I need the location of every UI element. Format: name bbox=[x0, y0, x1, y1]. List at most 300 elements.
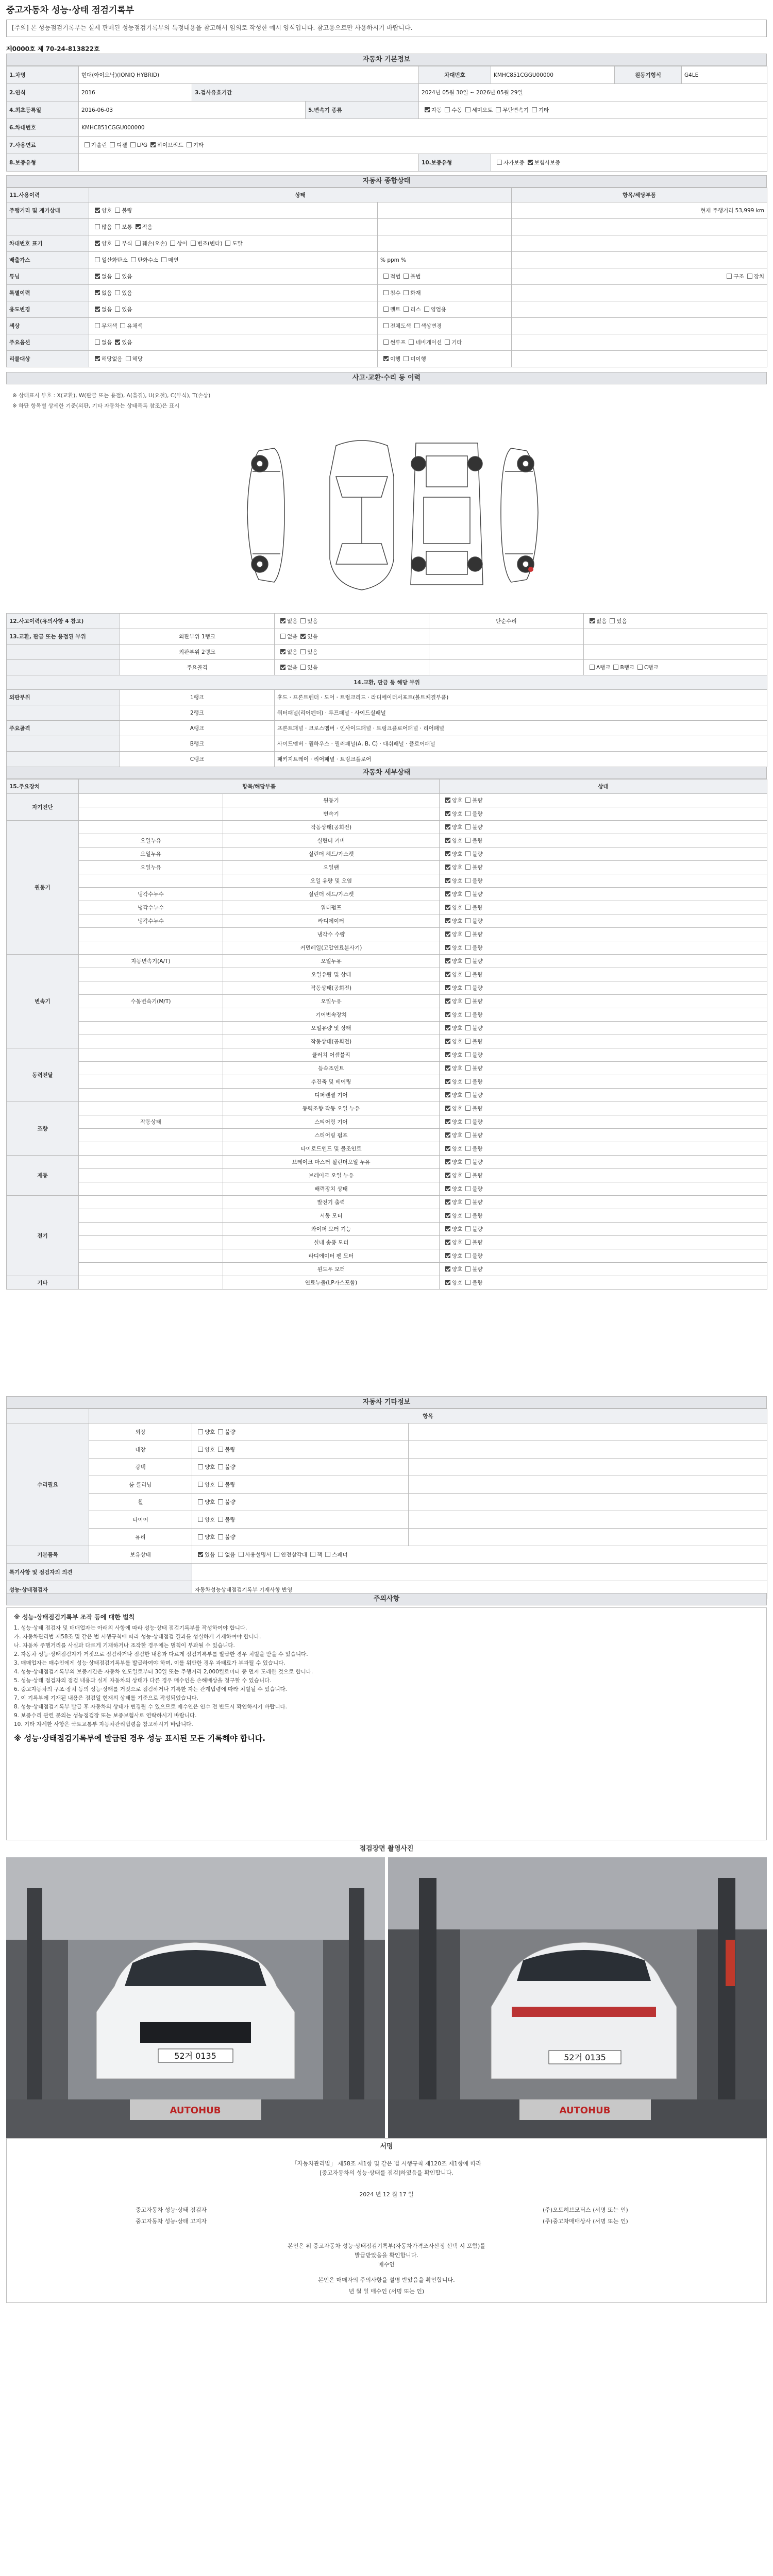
state-ok-checkbox[interactable] bbox=[445, 1213, 450, 1218]
basic-items-options bbox=[192, 1546, 767, 1564]
other-ok-checkbox[interactable] bbox=[198, 1429, 203, 1434]
state-bad-label: 불량 bbox=[472, 1012, 483, 1018]
state-bad-checkbox[interactable] bbox=[465, 891, 470, 896]
accident-2-checkbox[interactable] bbox=[590, 618, 595, 623]
other-ok-checkbox[interactable] bbox=[198, 1447, 203, 1452]
overall-extra-checkbox[interactable] bbox=[409, 340, 414, 345]
damage-marker bbox=[528, 567, 533, 572]
basic-item-label: 사용설명서 bbox=[245, 1552, 272, 1558]
transmission-checkbox[interactable] bbox=[425, 107, 430, 112]
detail-state bbox=[440, 1089, 767, 1102]
accident-label: 없음 bbox=[287, 665, 298, 671]
accident-checkbox[interactable] bbox=[300, 665, 306, 670]
overall-checkbox[interactable] bbox=[95, 224, 100, 229]
overall-checkbox[interactable] bbox=[136, 241, 141, 246]
overall-extra3-checkbox[interactable] bbox=[727, 274, 732, 279]
state-ok-checkbox[interactable] bbox=[445, 972, 450, 977]
overall-checkbox[interactable] bbox=[191, 241, 196, 246]
overall-extra-checkbox[interactable] bbox=[404, 274, 409, 279]
overall-extra-checkbox[interactable] bbox=[414, 323, 419, 328]
state-ok-checkbox[interactable] bbox=[445, 878, 450, 883]
detail-sub-item bbox=[79, 1142, 223, 1156]
state-bad-checkbox[interactable] bbox=[465, 865, 470, 870]
column-header: 항목/해당부품 bbox=[79, 779, 440, 794]
status-options-2 bbox=[584, 645, 767, 660]
table-row bbox=[7, 1459, 767, 1476]
overall-checkbox[interactable] bbox=[95, 356, 100, 361]
sign-date: 2024 년 12 월 17 일 bbox=[359, 2191, 414, 2198]
detail-item: 추진축 및 베어링 bbox=[223, 1075, 440, 1089]
state-ok-checkbox[interactable] bbox=[445, 905, 450, 910]
state-ok-checkbox[interactable] bbox=[445, 998, 450, 1004]
accident-2-checkbox[interactable] bbox=[590, 665, 595, 670]
fuel-checkbox[interactable] bbox=[187, 142, 192, 147]
overall-extra-checkbox[interactable] bbox=[404, 356, 409, 361]
status-options-extra bbox=[378, 268, 512, 285]
accident-label: 있음 bbox=[307, 618, 318, 624]
field-label bbox=[7, 219, 89, 235]
state-bad-checkbox[interactable] bbox=[465, 811, 470, 816]
state-bad-checkbox[interactable] bbox=[465, 1106, 470, 1111]
field-label: 튜닝 bbox=[7, 268, 89, 285]
sign-line-4: 발급받았음을 확인합니다. bbox=[355, 2252, 418, 2259]
overall-extra-checkbox[interactable] bbox=[424, 307, 429, 312]
state-ok-checkbox[interactable] bbox=[445, 931, 450, 937]
table-row bbox=[7, 137, 767, 154]
section-title-detail: 자동차 세부상태 bbox=[6, 767, 767, 779]
detail-sub-item bbox=[79, 968, 223, 981]
state-ok-checkbox[interactable] bbox=[445, 1199, 450, 1205]
basic-item-checkbox[interactable] bbox=[325, 1552, 330, 1557]
state-bad-checkbox[interactable] bbox=[465, 1092, 470, 1097]
other-bad-checkbox[interactable] bbox=[218, 1429, 223, 1434]
other-item: 유리 bbox=[89, 1529, 192, 1546]
transmission-checkbox[interactable] bbox=[445, 107, 450, 112]
state-ok-label: 양호 bbox=[452, 838, 463, 844]
overall-checkbox[interactable] bbox=[115, 208, 120, 213]
table-row bbox=[7, 301, 767, 318]
state-ok-checkbox[interactable] bbox=[445, 945, 450, 950]
overall-checkbox[interactable] bbox=[95, 340, 100, 345]
state-bad-checkbox[interactable] bbox=[465, 798, 470, 803]
fuel-checkbox[interactable] bbox=[110, 142, 115, 147]
state-bad-checkbox[interactable] bbox=[465, 1012, 470, 1017]
status-legend: ※ 상태표시 부호 : X(교환), W(판금 또는 용접), A(흠집), U(요철), C(부식), T(손상) bbox=[12, 393, 211, 399]
table-row bbox=[7, 1182, 767, 1196]
state-ok-checkbox[interactable] bbox=[445, 1253, 450, 1258]
overall-extra-checkbox[interactable] bbox=[383, 274, 389, 279]
parts-group bbox=[7, 705, 120, 721]
detail-state bbox=[440, 821, 767, 834]
state-ok-checkbox[interactable] bbox=[445, 918, 450, 923]
overall-checkbox[interactable] bbox=[136, 224, 141, 229]
accident-checkbox[interactable] bbox=[300, 634, 306, 639]
overall-checkbox[interactable] bbox=[95, 208, 100, 213]
field-label-2 bbox=[429, 629, 584, 645]
state-ok-checkbox[interactable] bbox=[445, 1240, 450, 1245]
state-ok-checkbox[interactable] bbox=[445, 798, 450, 803]
state-ok-label: 양호 bbox=[452, 811, 463, 817]
state-bad-checkbox[interactable] bbox=[465, 1146, 470, 1151]
state-bad-checkbox[interactable] bbox=[465, 1280, 470, 1285]
table-row bbox=[7, 690, 767, 705]
status-options-extra bbox=[378, 318, 512, 334]
status-options-extra bbox=[378, 351, 512, 367]
accident-label: 없음 bbox=[287, 618, 298, 624]
parts-group: 외판부위 bbox=[7, 690, 120, 705]
other-state bbox=[192, 1511, 409, 1529]
other-item: 타이어 bbox=[89, 1511, 192, 1529]
accident-2-checkbox[interactable] bbox=[637, 665, 643, 670]
other-item: 휠 bbox=[89, 1494, 192, 1511]
fuel-checkbox[interactable] bbox=[85, 142, 90, 147]
warranty-label: 보험사보증 bbox=[534, 160, 561, 166]
table-row bbox=[7, 1089, 767, 1102]
status-options bbox=[89, 301, 378, 318]
overall-checkbox[interactable] bbox=[95, 241, 100, 246]
detail-state bbox=[440, 1196, 767, 1209]
fuel-checkbox[interactable] bbox=[130, 142, 136, 147]
state-ok-label: 양호 bbox=[452, 1266, 463, 1273]
state-bad-checkbox[interactable] bbox=[465, 918, 470, 923]
overall-label: 일산화탄소 bbox=[102, 257, 128, 263]
table-row bbox=[7, 1129, 767, 1142]
overall-checkbox[interactable] bbox=[95, 274, 100, 279]
state-bad-checkbox[interactable] bbox=[465, 1025, 470, 1030]
basic-item-checkbox[interactable] bbox=[310, 1552, 315, 1557]
state-bad-label: 불량 bbox=[472, 1266, 483, 1273]
field-value: KMHC851CGGU000000 bbox=[79, 119, 767, 137]
overall-label: 해당없음 bbox=[102, 356, 123, 362]
overall-extra-checkbox[interactable] bbox=[383, 356, 389, 361]
status-options-extra bbox=[378, 202, 512, 219]
basic-item-checkbox[interactable] bbox=[274, 1552, 279, 1557]
table-row bbox=[7, 1276, 767, 1290]
other-bad-checkbox[interactable] bbox=[218, 1517, 223, 1522]
state-ok-checkbox[interactable] bbox=[445, 1065, 450, 1071]
other-note bbox=[409, 1441, 767, 1459]
transmission-checkbox[interactable] bbox=[465, 107, 470, 112]
overall-extra-checkbox[interactable] bbox=[383, 307, 389, 312]
detail-sub-item bbox=[79, 941, 223, 955]
other-bad-checkbox[interactable] bbox=[218, 1447, 223, 1452]
detail-sub-item: 냉각수누수 bbox=[79, 888, 223, 901]
accident-2-checkbox[interactable] bbox=[613, 665, 618, 670]
status-options-extra bbox=[378, 235, 512, 252]
state-bad-checkbox[interactable] bbox=[465, 838, 470, 843]
detail-state bbox=[440, 995, 767, 1008]
detail-group-name: 변속기 bbox=[7, 955, 79, 1048]
status-options-extra bbox=[378, 334, 512, 351]
warranty-checkbox[interactable] bbox=[497, 160, 502, 165]
detail-sub-item bbox=[79, 1249, 223, 1263]
other-ok-checkbox[interactable] bbox=[198, 1534, 203, 1539]
state-ok-label: 양호 bbox=[452, 1213, 463, 1219]
other-state bbox=[192, 1459, 409, 1476]
table-row bbox=[7, 101, 767, 119]
state-bad-checkbox[interactable] bbox=[465, 945, 470, 950]
table-row bbox=[7, 318, 767, 334]
other-ok-checkbox[interactable] bbox=[198, 1517, 203, 1522]
state-bad-checkbox[interactable] bbox=[465, 1065, 470, 1071]
basic-item-checkbox[interactable] bbox=[239, 1552, 244, 1557]
state-bad-checkbox[interactable] bbox=[465, 1173, 470, 1178]
state-bad-checkbox[interactable] bbox=[465, 931, 470, 937]
other-ok-checkbox[interactable] bbox=[198, 1482, 203, 1487]
detail-sub-item bbox=[79, 1129, 223, 1142]
state-ok-checkbox[interactable] bbox=[445, 1012, 450, 1017]
detail-sub-item bbox=[79, 1089, 223, 1102]
state-bad-checkbox[interactable] bbox=[465, 1039, 470, 1044]
detail-sub-item: 냉각수누수 bbox=[79, 901, 223, 914]
accident-2-label: 있음 bbox=[616, 618, 627, 624]
detail-group-name: 자기진단 bbox=[7, 794, 79, 821]
state-ok-checkbox[interactable] bbox=[445, 1025, 450, 1030]
section-title-photos: 점검장면 촬영사진 bbox=[6, 1843, 767, 1856]
accident-checkbox[interactable] bbox=[300, 649, 306, 654]
accident-checkbox[interactable] bbox=[280, 649, 285, 654]
state-ok-label: 양호 bbox=[452, 945, 463, 951]
state-bad-checkbox[interactable] bbox=[465, 824, 470, 829]
accident-checkbox[interactable] bbox=[300, 618, 306, 623]
state-ok-label: 양호 bbox=[452, 1025, 463, 1031]
transmission-checkbox[interactable] bbox=[532, 107, 537, 112]
state-bad-checkbox[interactable] bbox=[465, 905, 470, 910]
state-ok-label: 양호 bbox=[452, 1146, 463, 1152]
overall-checkbox[interactable] bbox=[95, 307, 100, 312]
state-bad-label: 불량 bbox=[472, 1186, 483, 1192]
detail-sub-item bbox=[79, 981, 223, 995]
detail-state bbox=[440, 1075, 767, 1089]
warranty-checkbox[interactable] bbox=[528, 160, 533, 165]
state-bad-label: 불량 bbox=[472, 998, 483, 1005]
overall-checkbox[interactable] bbox=[115, 241, 120, 246]
fuel-checkbox[interactable] bbox=[150, 142, 156, 147]
overall-checkbox[interactable] bbox=[115, 224, 120, 229]
field-label: 2.연식 bbox=[7, 84, 79, 101]
state-bad-checkbox[interactable] bbox=[465, 972, 470, 977]
table-row bbox=[7, 119, 767, 137]
overall-extra-checkbox[interactable] bbox=[383, 323, 389, 328]
overall-label: 많음 bbox=[102, 224, 112, 230]
overall-extra-checkbox[interactable] bbox=[404, 307, 409, 312]
accident-2-label: A랭크 bbox=[596, 665, 611, 671]
other-bad-checkbox[interactable] bbox=[218, 1482, 223, 1487]
overall-extra-checkbox[interactable] bbox=[383, 290, 389, 295]
state-ok-checkbox[interactable] bbox=[445, 1039, 450, 1044]
state-ok-checkbox[interactable] bbox=[445, 1132, 450, 1138]
section-title-basic: 자동차 기본정보 bbox=[6, 54, 767, 66]
state-bad-label: 불량 bbox=[472, 1199, 483, 1206]
parts-group bbox=[7, 736, 120, 752]
section-title-accident: 사고·교환·수리 등 이력 bbox=[6, 372, 767, 384]
sign-title: 서명 bbox=[380, 2143, 393, 2150]
state-ok-checkbox[interactable] bbox=[445, 1106, 450, 1111]
state-ok-label: 양호 bbox=[452, 851, 463, 857]
state-ok-checkbox[interactable] bbox=[445, 838, 450, 843]
overall-extra-label: 화재 bbox=[410, 290, 421, 296]
state-bad-label: 불량 bbox=[472, 1025, 483, 1031]
state-bad-label: 불량 bbox=[472, 1226, 483, 1232]
detail-sub-item bbox=[79, 1102, 223, 1115]
state-bad-checkbox[interactable] bbox=[465, 958, 470, 963]
status-options-extra bbox=[378, 285, 512, 301]
other-bad-label: 불량 bbox=[225, 1429, 236, 1435]
note-line: 2. 자동차 성능·상태점검자가 거짓으로 점검하거나 점검한 내용과 다르게 점검기록부를 발급한 경우 처벌을 받을 수 있습니다. bbox=[14, 1651, 308, 1657]
state-bad-checkbox[interactable] bbox=[465, 985, 470, 990]
detail-item: 스티어링 기어 bbox=[223, 1115, 440, 1129]
state-bad-checkbox[interactable] bbox=[465, 1199, 470, 1205]
overall-extra-checkbox[interactable] bbox=[445, 340, 450, 345]
status-options bbox=[275, 614, 429, 629]
state-ok-checkbox[interactable] bbox=[445, 958, 450, 963]
overall-checkbox[interactable] bbox=[170, 241, 175, 246]
state-bad-checkbox[interactable] bbox=[465, 998, 470, 1004]
state-ok-checkbox[interactable] bbox=[445, 811, 450, 816]
state-bad-checkbox[interactable] bbox=[465, 1159, 470, 1164]
other-bad-checkbox[interactable] bbox=[218, 1534, 223, 1539]
overall-extra-checkbox[interactable] bbox=[383, 340, 389, 345]
transmission-checkbox[interactable] bbox=[496, 107, 501, 112]
state-ok-checkbox[interactable] bbox=[445, 851, 450, 856]
state-bad-checkbox[interactable] bbox=[465, 1052, 470, 1057]
other-ok-checkbox[interactable] bbox=[198, 1464, 203, 1469]
column-header: 항목/해당부품 bbox=[512, 188, 767, 202]
detail-item: 디퍼렌셜 기어 bbox=[223, 1089, 440, 1102]
accident-2-label: C랭크 bbox=[644, 665, 659, 671]
overall-checkbox[interactable] bbox=[120, 323, 125, 328]
fuel-options bbox=[79, 137, 767, 154]
state-ok-checkbox[interactable] bbox=[445, 1266, 450, 1272]
field-label: 특별이력 bbox=[7, 285, 89, 301]
overall-extra-label: 이행 bbox=[390, 356, 401, 362]
state-ok-checkbox[interactable] bbox=[445, 1173, 450, 1178]
state-ok-checkbox[interactable] bbox=[445, 1052, 450, 1057]
state-bad-label: 불량 bbox=[472, 1079, 483, 1085]
overall-checkbox[interactable] bbox=[115, 307, 120, 312]
state-bad-checkbox[interactable] bbox=[465, 1132, 470, 1138]
state-ok-checkbox[interactable] bbox=[445, 1092, 450, 1097]
status-options-extra: % ppm % bbox=[378, 252, 512, 268]
basic-item-checkbox[interactable] bbox=[218, 1552, 223, 1557]
field-label: 12.사고이력(유의사항 4 참고) bbox=[7, 614, 120, 629]
state-ok-checkbox[interactable] bbox=[445, 1146, 450, 1151]
detail-item: 와이퍼 모터 기능 bbox=[223, 1223, 440, 1236]
state-ok-checkbox[interactable] bbox=[445, 1159, 450, 1164]
state-bad-checkbox[interactable] bbox=[465, 851, 470, 856]
state-bad-checkbox[interactable] bbox=[465, 1266, 470, 1272]
state-ok-checkbox[interactable] bbox=[445, 1226, 450, 1231]
notes-lines bbox=[14, 1624, 759, 1729]
state-bad-checkbox[interactable] bbox=[465, 1186, 470, 1191]
overall-checkbox[interactable] bbox=[115, 290, 120, 295]
accident-checkbox[interactable] bbox=[280, 665, 285, 670]
inspection-photo-rear bbox=[388, 1857, 767, 2138]
overall-checkbox[interactable] bbox=[115, 340, 120, 345]
status-options-extra bbox=[378, 301, 512, 318]
table-row bbox=[7, 675, 767, 690]
state-bad-checkbox[interactable] bbox=[465, 1253, 470, 1258]
other-bad-checkbox[interactable] bbox=[218, 1499, 223, 1504]
state-ok-checkbox[interactable] bbox=[445, 824, 450, 829]
detail-item: 브레이크 마스터 실린더오일 누유 bbox=[223, 1156, 440, 1169]
state-bad-checkbox[interactable] bbox=[465, 1226, 470, 1231]
state-ok-checkbox[interactable] bbox=[445, 1119, 450, 1124]
basic-item-checkbox[interactable] bbox=[198, 1552, 203, 1557]
status-options bbox=[89, 318, 378, 334]
parts-group: 주요골격 bbox=[7, 721, 120, 736]
state-ok-label: 양호 bbox=[452, 1173, 463, 1179]
state-ok-checkbox[interactable] bbox=[445, 865, 450, 870]
field-label: 5.변속기 종류 bbox=[306, 101, 419, 119]
state-bad-checkbox[interactable] bbox=[465, 1213, 470, 1218]
overall-checkbox[interactable] bbox=[95, 257, 100, 262]
other-ok-checkbox[interactable] bbox=[198, 1499, 203, 1504]
status-options bbox=[89, 334, 378, 351]
other-note bbox=[409, 1423, 767, 1441]
other-note bbox=[409, 1511, 767, 1529]
state-ok-checkbox[interactable] bbox=[445, 891, 450, 896]
table-row bbox=[7, 955, 767, 968]
other-note bbox=[409, 1459, 767, 1476]
state-ok-checkbox[interactable] bbox=[445, 985, 450, 990]
overall-checkbox[interactable] bbox=[126, 356, 131, 361]
table-row bbox=[7, 1494, 767, 1511]
parts-items: 패키지트레이 · 리어패널 · 트렁크플로어 bbox=[275, 752, 767, 767]
other-bad-checkbox[interactable] bbox=[218, 1464, 223, 1469]
overall-checkbox[interactable] bbox=[131, 257, 136, 262]
state-ok-checkbox[interactable] bbox=[445, 1280, 450, 1285]
overall-checkbox[interactable] bbox=[115, 274, 120, 279]
other-bad-label: 불량 bbox=[225, 1482, 236, 1488]
table-row bbox=[7, 1564, 767, 1581]
basic-item-label: 안전삼각대 bbox=[281, 1552, 308, 1558]
other-item: 광택 bbox=[89, 1459, 192, 1476]
state-ok-checkbox[interactable] bbox=[445, 1079, 450, 1084]
detail-item: 실내 송풍 모터 bbox=[223, 1236, 440, 1249]
other-bad-label: 불량 bbox=[225, 1499, 236, 1505]
state-bad-checkbox[interactable] bbox=[465, 1079, 470, 1084]
other-bad-label: 불량 bbox=[225, 1447, 236, 1453]
column-header: 항목 bbox=[89, 1409, 767, 1423]
overall-checkbox[interactable] bbox=[161, 257, 166, 262]
table-row bbox=[7, 1546, 767, 1564]
parts-rank: 1랭크 bbox=[120, 690, 275, 705]
detail-item: 등속조인트 bbox=[223, 1062, 440, 1075]
accident-2-checkbox[interactable] bbox=[610, 618, 615, 623]
state-ok-checkbox[interactable] bbox=[445, 1186, 450, 1191]
field-value bbox=[79, 154, 419, 172]
table-row bbox=[7, 1209, 767, 1223]
state-ok-label: 양호 bbox=[452, 1226, 463, 1232]
state-bad-label: 불량 bbox=[472, 958, 483, 964]
overall-extra-checkbox[interactable] bbox=[404, 290, 409, 295]
overall-checkbox[interactable] bbox=[95, 323, 100, 328]
state-bad-checkbox[interactable] bbox=[465, 878, 470, 883]
state-bad-checkbox[interactable] bbox=[465, 1240, 470, 1245]
accident-checkbox[interactable] bbox=[280, 634, 285, 639]
overall-extra-label: 침수 bbox=[390, 290, 401, 296]
detail-status-table bbox=[6, 779, 767, 1290]
overall-checkbox[interactable] bbox=[95, 290, 100, 295]
state-bad-checkbox[interactable] bbox=[465, 1119, 470, 1124]
accident-checkbox[interactable] bbox=[280, 618, 285, 623]
accident-label: 있음 bbox=[307, 634, 318, 640]
fuel-label: 하이브리드 bbox=[157, 142, 183, 148]
overall-extra-label: 네비게이션 bbox=[415, 340, 442, 346]
overall-extra3-checkbox[interactable] bbox=[747, 274, 752, 279]
overall-checkbox[interactable] bbox=[225, 241, 230, 246]
